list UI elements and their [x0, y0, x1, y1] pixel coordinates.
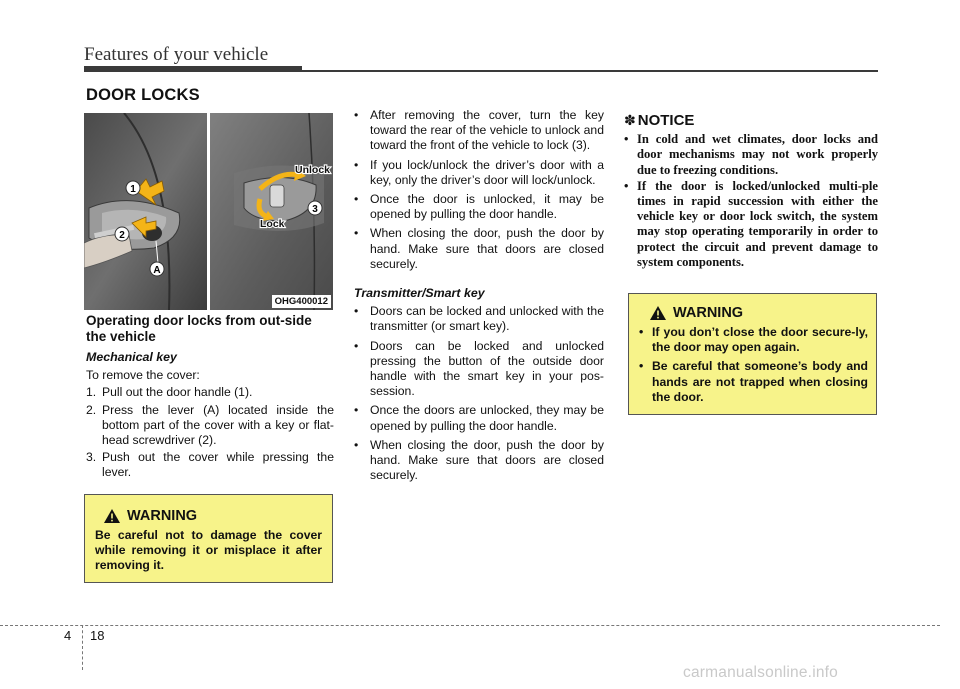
list-item: • If you don’t close the door secure-ly, the door may open again.: [639, 325, 868, 355]
warning-label: WARNING: [673, 305, 744, 321]
svg-text:2: 2: [119, 230, 125, 241]
list-item: • In cold and wet climates, door locks and door mechanisms may not work properly due to freezing conditions.: [624, 132, 878, 177]
list-item: • Doors can be locked and unlocked pressing the button of the outside door handle with the smart key in your pos-session.: [354, 338, 604, 399]
svg-text:1: 1: [130, 184, 136, 195]
list-item: 2. Press the lever (A) located inside the bottom part of the cover with a key or flat-head screwdriver (2).: [86, 402, 334, 448]
callout-a: [150, 262, 164, 276]
footer-rule: [0, 625, 940, 626]
unlock-label: Unlock: [295, 164, 331, 176]
footer-divider: [82, 625, 83, 670]
warning-triangle-icon: [103, 508, 121, 524]
warning-text: Be careful not to damage the cover while removing it or misplace it after removing it.: [95, 528, 322, 573]
list-item: • Be careful that someone’s body and hands are not trapped when closing the door.: [639, 359, 868, 404]
warning-label: WARNING: [127, 508, 198, 524]
list-item: • After removing the cover, turn the key toward the rear of the vehicle to unlock and toward the front of the vehicle to lock (3).: [354, 108, 604, 153]
notice-star-icon: ✽: [624, 112, 636, 128]
list-item: • Once the doors are unlocked, they may be opened by pulling the door handle.: [354, 403, 604, 433]
list-item: 3. Push out the cover while pressing the lever.: [86, 450, 334, 480]
door-lock-figure: [84, 113, 333, 310]
list-item: • If you lock/unlock the driver’s door with a key, only the driver’s door will lock/unlock.: [354, 157, 604, 187]
column-right: [624, 113, 878, 271]
subsection-title: Operating door locks from out-side the vehicle: [86, 313, 312, 344]
column-left: [86, 313, 334, 483]
section-title: DOOR LOCKS: [86, 86, 200, 104]
column-middle: [354, 108, 604, 487]
callout-3: [308, 201, 322, 215]
callout-1: [126, 181, 140, 195]
mechanical-key-title: Mechanical key: [86, 350, 177, 364]
svg-text:A: A: [153, 265, 161, 276]
door-handle-illustration: [84, 113, 333, 310]
warning-triangle-icon: [649, 305, 667, 321]
callout-2: [115, 227, 129, 241]
notice-title: ✽ NOTICE: [624, 112, 695, 129]
page-header-title: Features of your vehicle: [84, 44, 269, 65]
intro-text: To remove the cover:: [86, 368, 200, 383]
warning-box-cover: [84, 494, 333, 583]
list-item: • Once the door is unlocked, it may be opened by pulling the door handle.: [354, 192, 604, 222]
chapter-number: 4: [64, 628, 72, 643]
list-item: • When closing the door, push the door by hand. Make sure that doors are closed securely.: [354, 226, 604, 271]
lock-label: Lock: [260, 218, 285, 230]
transmitter-title: Transmitter/Smart key: [354, 286, 485, 301]
svg-text:3: 3: [312, 204, 318, 215]
page-number: 18: [90, 628, 105, 643]
watermark: carmanualsonline.info: [683, 664, 838, 681]
warning-box-door: [628, 293, 877, 415]
list-item: 1. Pull out the door handle (1).: [86, 385, 253, 400]
header-rule: [84, 70, 878, 72]
list-item: • When closing the door, push the door by hand. Make sure that doors are closed securely.: [354, 437, 604, 483]
list-item: • If the door is locked/unlocked multi-ple times in rapid succession with either the vehicle key or door lock switch, the system may stop operating temporarily in order to protect the circuit and prevent damage to system components.: [624, 178, 878, 269]
figure-code: OHG400012: [272, 295, 331, 308]
list-item: • Doors can be locked and unlocked with the transmitter (or smart key).: [354, 304, 604, 334]
